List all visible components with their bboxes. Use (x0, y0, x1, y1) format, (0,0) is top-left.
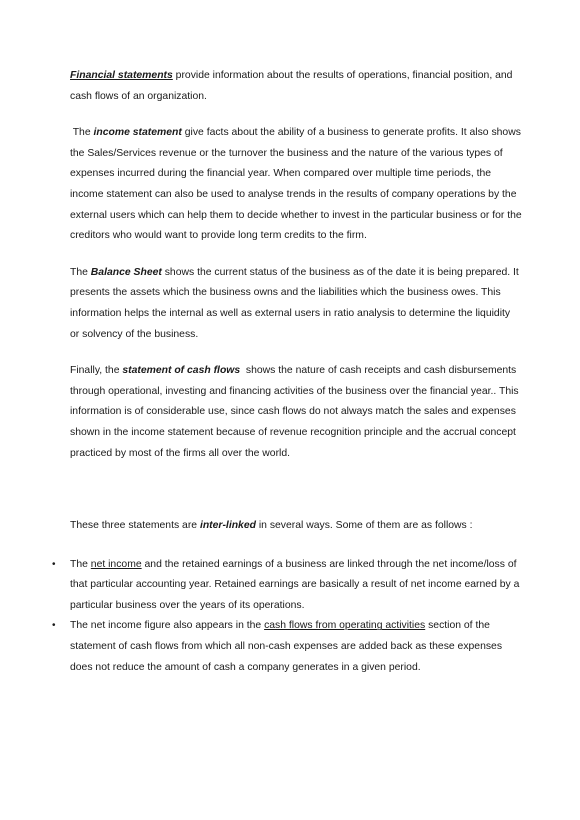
paragraph-text: give facts about the ability of a business to generate profits. It also shows the Sales/Services revenue or the turnover the business and the nature of the various types of expenses incurred during the financial year. When compared over multiple time periods, the income statement can also be used to analyse trends in the results of company operations by the external users which can help them to decide whether to invest in the particular business or for the creditors who would want to provide long term credits to the firm. (70, 127, 522, 242)
paragraph-text: in several ways. Some of them are as follows : (255, 520, 473, 532)
term-balance-sheet: Balance Sheet (90, 266, 162, 278)
list-item-lead: The net income figure also appears in the (70, 620, 265, 632)
term-income-statement: income statement (93, 127, 182, 139)
document-page (52, 66, 522, 678)
bullet-icon: • (52, 620, 56, 632)
linkage-bullet-list (52, 555, 522, 679)
term-statement-of-cash-flows: statement of cash flows (122, 365, 241, 377)
paragraph-lead: Finally, the (70, 365, 123, 377)
paragraph-text: shows the nature of cash receipts and cash disbursements through operational, investing and financing activities of the business over the financial year.. This information is of considerable use, since cash flows do not always match the sales and expenses shown in the income statement because of revenue recognition principle and the accrual concept practiced by most of the firms all over the world. (70, 365, 522, 459)
link-net-income[interactable]: net income (90, 558, 142, 570)
list-item-lead: The (70, 558, 91, 570)
link-cash-flows-operating-activities[interactable]: cash flows from operating activities (264, 620, 426, 632)
list-item (52, 616, 522, 678)
bullet-icon: • (52, 558, 56, 570)
paragraph-lead: The (70, 266, 91, 278)
term-financial-statements: Financial statements (70, 70, 173, 81)
list-item-text: and the retained earnings of a business are linked through the net income/loss of that particular accounting year. Retained earnings are basically a result of net income earned by a particular business over the years of its operations. (70, 558, 520, 611)
list-item (52, 555, 522, 617)
paragraph-text: shows the current status of the business as of the date it is being prepared. It presents the assets which the business owns and the liabilities which the business owes. This information helps the internal as well as external users in ratio analysis to determine the liquidity or solvency of the business. (70, 266, 519, 340)
paragraph-balance-sheet (70, 263, 522, 345)
paragraph-financial-statements (70, 66, 522, 107)
term-inter-linked: inter-linked (199, 520, 256, 532)
paragraph-lead: The (70, 127, 94, 139)
paragraph-cash-flows (70, 361, 522, 464)
paragraph-inter-linked (70, 516, 522, 537)
section-spacer (70, 464, 522, 516)
paragraph-income-statement (70, 123, 522, 247)
paragraph-lead: These three statements are (70, 520, 200, 532)
list-item-text: section of the statement of cash flows from which all non-cash expenses are added back as these expenses does not reduce the amount of cash a company generates in a given period. (70, 620, 503, 673)
paragraph-text: provide information about the results of operations, financial position, and cash flows of an organization. (70, 70, 513, 102)
